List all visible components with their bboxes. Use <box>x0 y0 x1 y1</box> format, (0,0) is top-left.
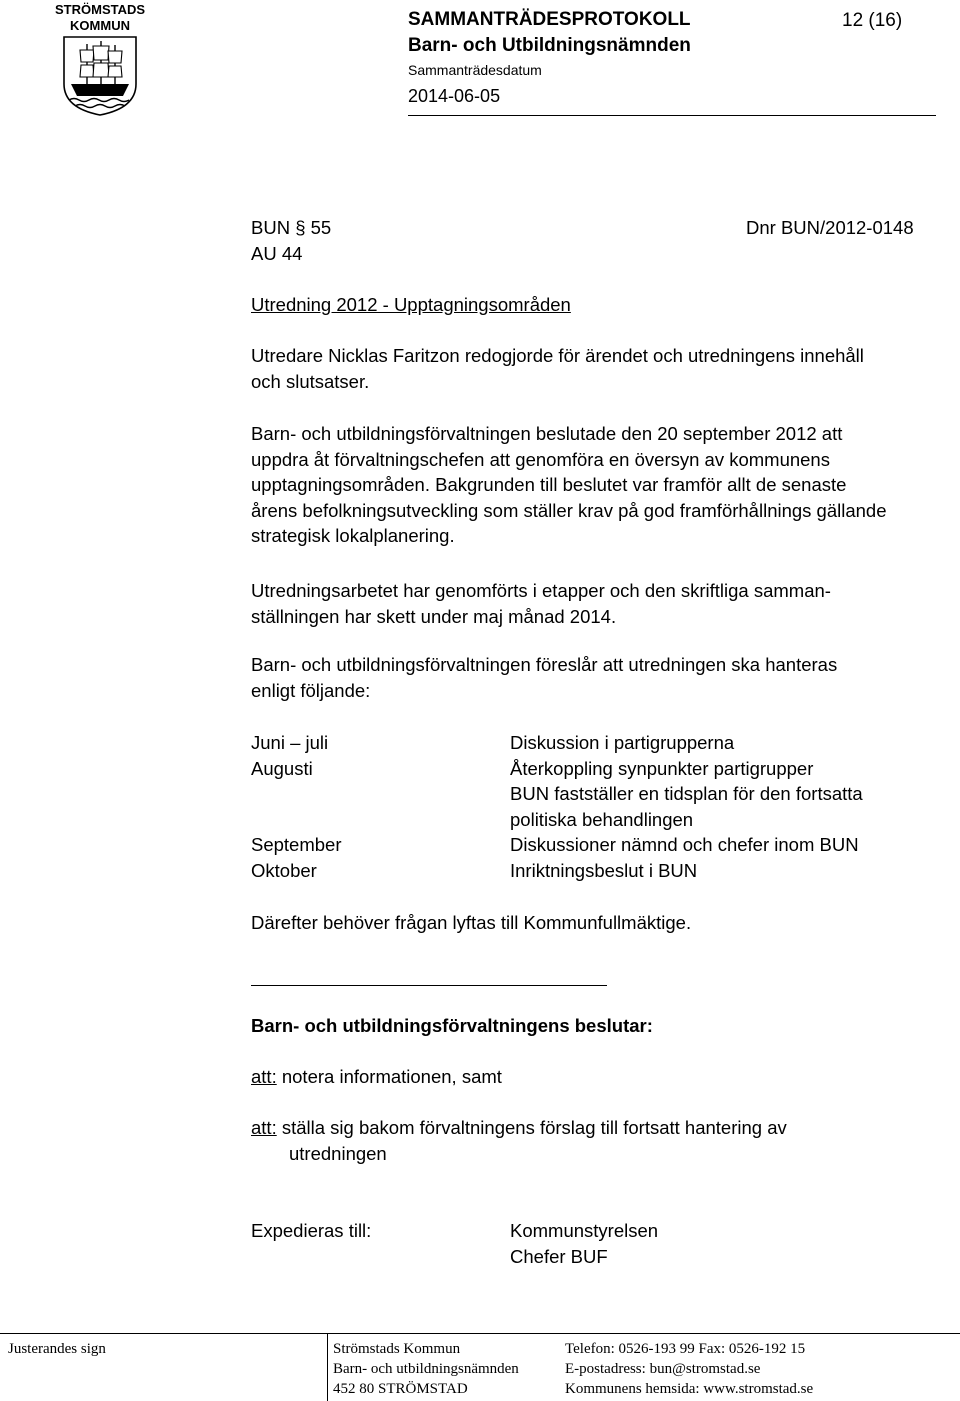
bun-label: BUN <box>251 217 291 238</box>
document-type: SAMMANTRÄDESPROTOKOLL <box>408 9 691 30</box>
schedule-activity: Diskussion i partigrupperna <box>510 732 735 753</box>
paragraph-4 <box>251 652 837 703</box>
schedule-periods <box>251 730 342 884</box>
separator-line <box>251 985 607 986</box>
schedule-activity: Återkoppling synpunkter partigrupper <box>510 757 814 779</box>
dispatch-recipients <box>510 1218 658 1269</box>
text-line: årens befolkningsutveckling som ställer krav på god framförhållnings gällande <box>251 499 887 521</box>
section-sign: § <box>295 217 306 238</box>
footer-sign: Justerandes sign <box>8 1341 106 1357</box>
text-line: enligt följande: <box>251 679 371 701</box>
schedule-activity: Inriktningsbeslut i BUN <box>510 859 698 881</box>
text-line: Barn- och utbildningsförvaltningen föreslår att utredningen ska hanteras <box>251 654 838 675</box>
schedule-activity: politiska behandlingen <box>510 808 694 830</box>
decision-heading: Barn- och utbildningsförvaltningens beslutar: <box>251 1015 653 1036</box>
bun-number: 55 <box>310 217 332 238</box>
decision-text: notera informationen, samt <box>281 1066 502 1087</box>
schedule-activity: Diskussioner nämnd och chefer inom BUN <box>510 834 859 856</box>
org-line-1: STRÖMSTADS <box>55 2 146 17</box>
paragraph-3 <box>251 578 831 629</box>
decision-text: ställa sig bakom förvaltningens förslag till fortsatt hantering av <box>281 1117 787 1138</box>
text-line: ställningen har skett under maj månad 2014. <box>251 605 617 627</box>
footer-address <box>333 1339 519 1399</box>
paragraph-2 <box>251 421 887 549</box>
after-text: Därefter behöver frågan lyftas till Kommunfullmäktige. <box>251 912 692 933</box>
footer-contact <box>565 1339 813 1399</box>
footer-line: Strömstads Kommun <box>333 1341 461 1357</box>
footer-line: Kommunens hemsida: www.stromstad.se <box>565 1381 814 1397</box>
footer-line: E-postadress: bun@stromstad.se <box>565 1361 761 1377</box>
date-label: Sammanträdesdatum <box>408 62 542 78</box>
dispatch-label: Expedieras till: <box>251 1220 372 1241</box>
att-label: att: <box>251 1066 277 1087</box>
recipient: Kommunstyrelsen <box>510 1220 659 1241</box>
footer-line: Telefon: 0526-193 99 Fax: 0526-192 15 <box>565 1341 806 1357</box>
org-line-2: KOMMUN <box>70 18 130 33</box>
schedule-period: Augusti <box>251 757 313 779</box>
text-line: uppdra åt förvaltningschefen att genomföra en översyn av kommunens <box>251 448 830 470</box>
text-line: strategisk lokalplanering. <box>251 525 455 547</box>
schedule-period: Juni – juli <box>251 732 329 753</box>
bun-section <box>251 215 331 241</box>
schedule-activities <box>510 730 863 884</box>
footer-divider <box>327 1333 328 1401</box>
text-line: och slutsatser. <box>251 370 370 392</box>
case-title: Utredning 2012 - Upptagningsområden <box>251 294 571 315</box>
dnr: Dnr BUN/2012-0148 <box>746 217 914 238</box>
paragraph-1 <box>251 343 864 394</box>
footer-line: 452 80 STRÖMSTAD <box>333 1381 468 1397</box>
coat-of-arms-logo <box>63 36 137 116</box>
header-rule <box>408 115 936 116</box>
schedule-period: Oktober <box>251 859 317 881</box>
att-label: att: <box>251 1117 277 1138</box>
text-line: Barn- och utbildningsförvaltningen beslutade den 20 september 2012 att <box>251 423 843 444</box>
schedule-period <box>251 781 342 832</box>
text-line: Utredningsarbetet har genomförts i etapper och den skriftliga samman- <box>251 580 831 601</box>
org-name <box>55 2 145 34</box>
committee-name: Barn- och Utbildningsnämnden <box>408 35 691 56</box>
recipient: Chefer BUF <box>510 1245 608 1267</box>
decision-item-1 <box>251 1064 502 1090</box>
footer-line: Barn- och utbildningsnämnden <box>333 1361 519 1377</box>
page-number: 12 (16) <box>842 10 903 31</box>
text-line: Utredare Nicklas Faritzon redogjorde för ärendet och utredningens innehåll <box>251 345 864 366</box>
schedule-activity: BUN fastställer en tidsplan för den fortsatta <box>510 783 863 805</box>
footer-rule <box>0 1333 960 1334</box>
schedule-period: September <box>251 834 342 856</box>
text-line: upptagningsområden. Bakgrunden till beslutet var framför allt de senaste <box>251 474 847 496</box>
decision-item-2 <box>251 1115 787 1166</box>
decision-text-cont: utredningen <box>289 1142 387 1164</box>
au-section: AU 44 <box>251 243 303 264</box>
meeting-date: 2014-06-05 <box>408 86 501 106</box>
